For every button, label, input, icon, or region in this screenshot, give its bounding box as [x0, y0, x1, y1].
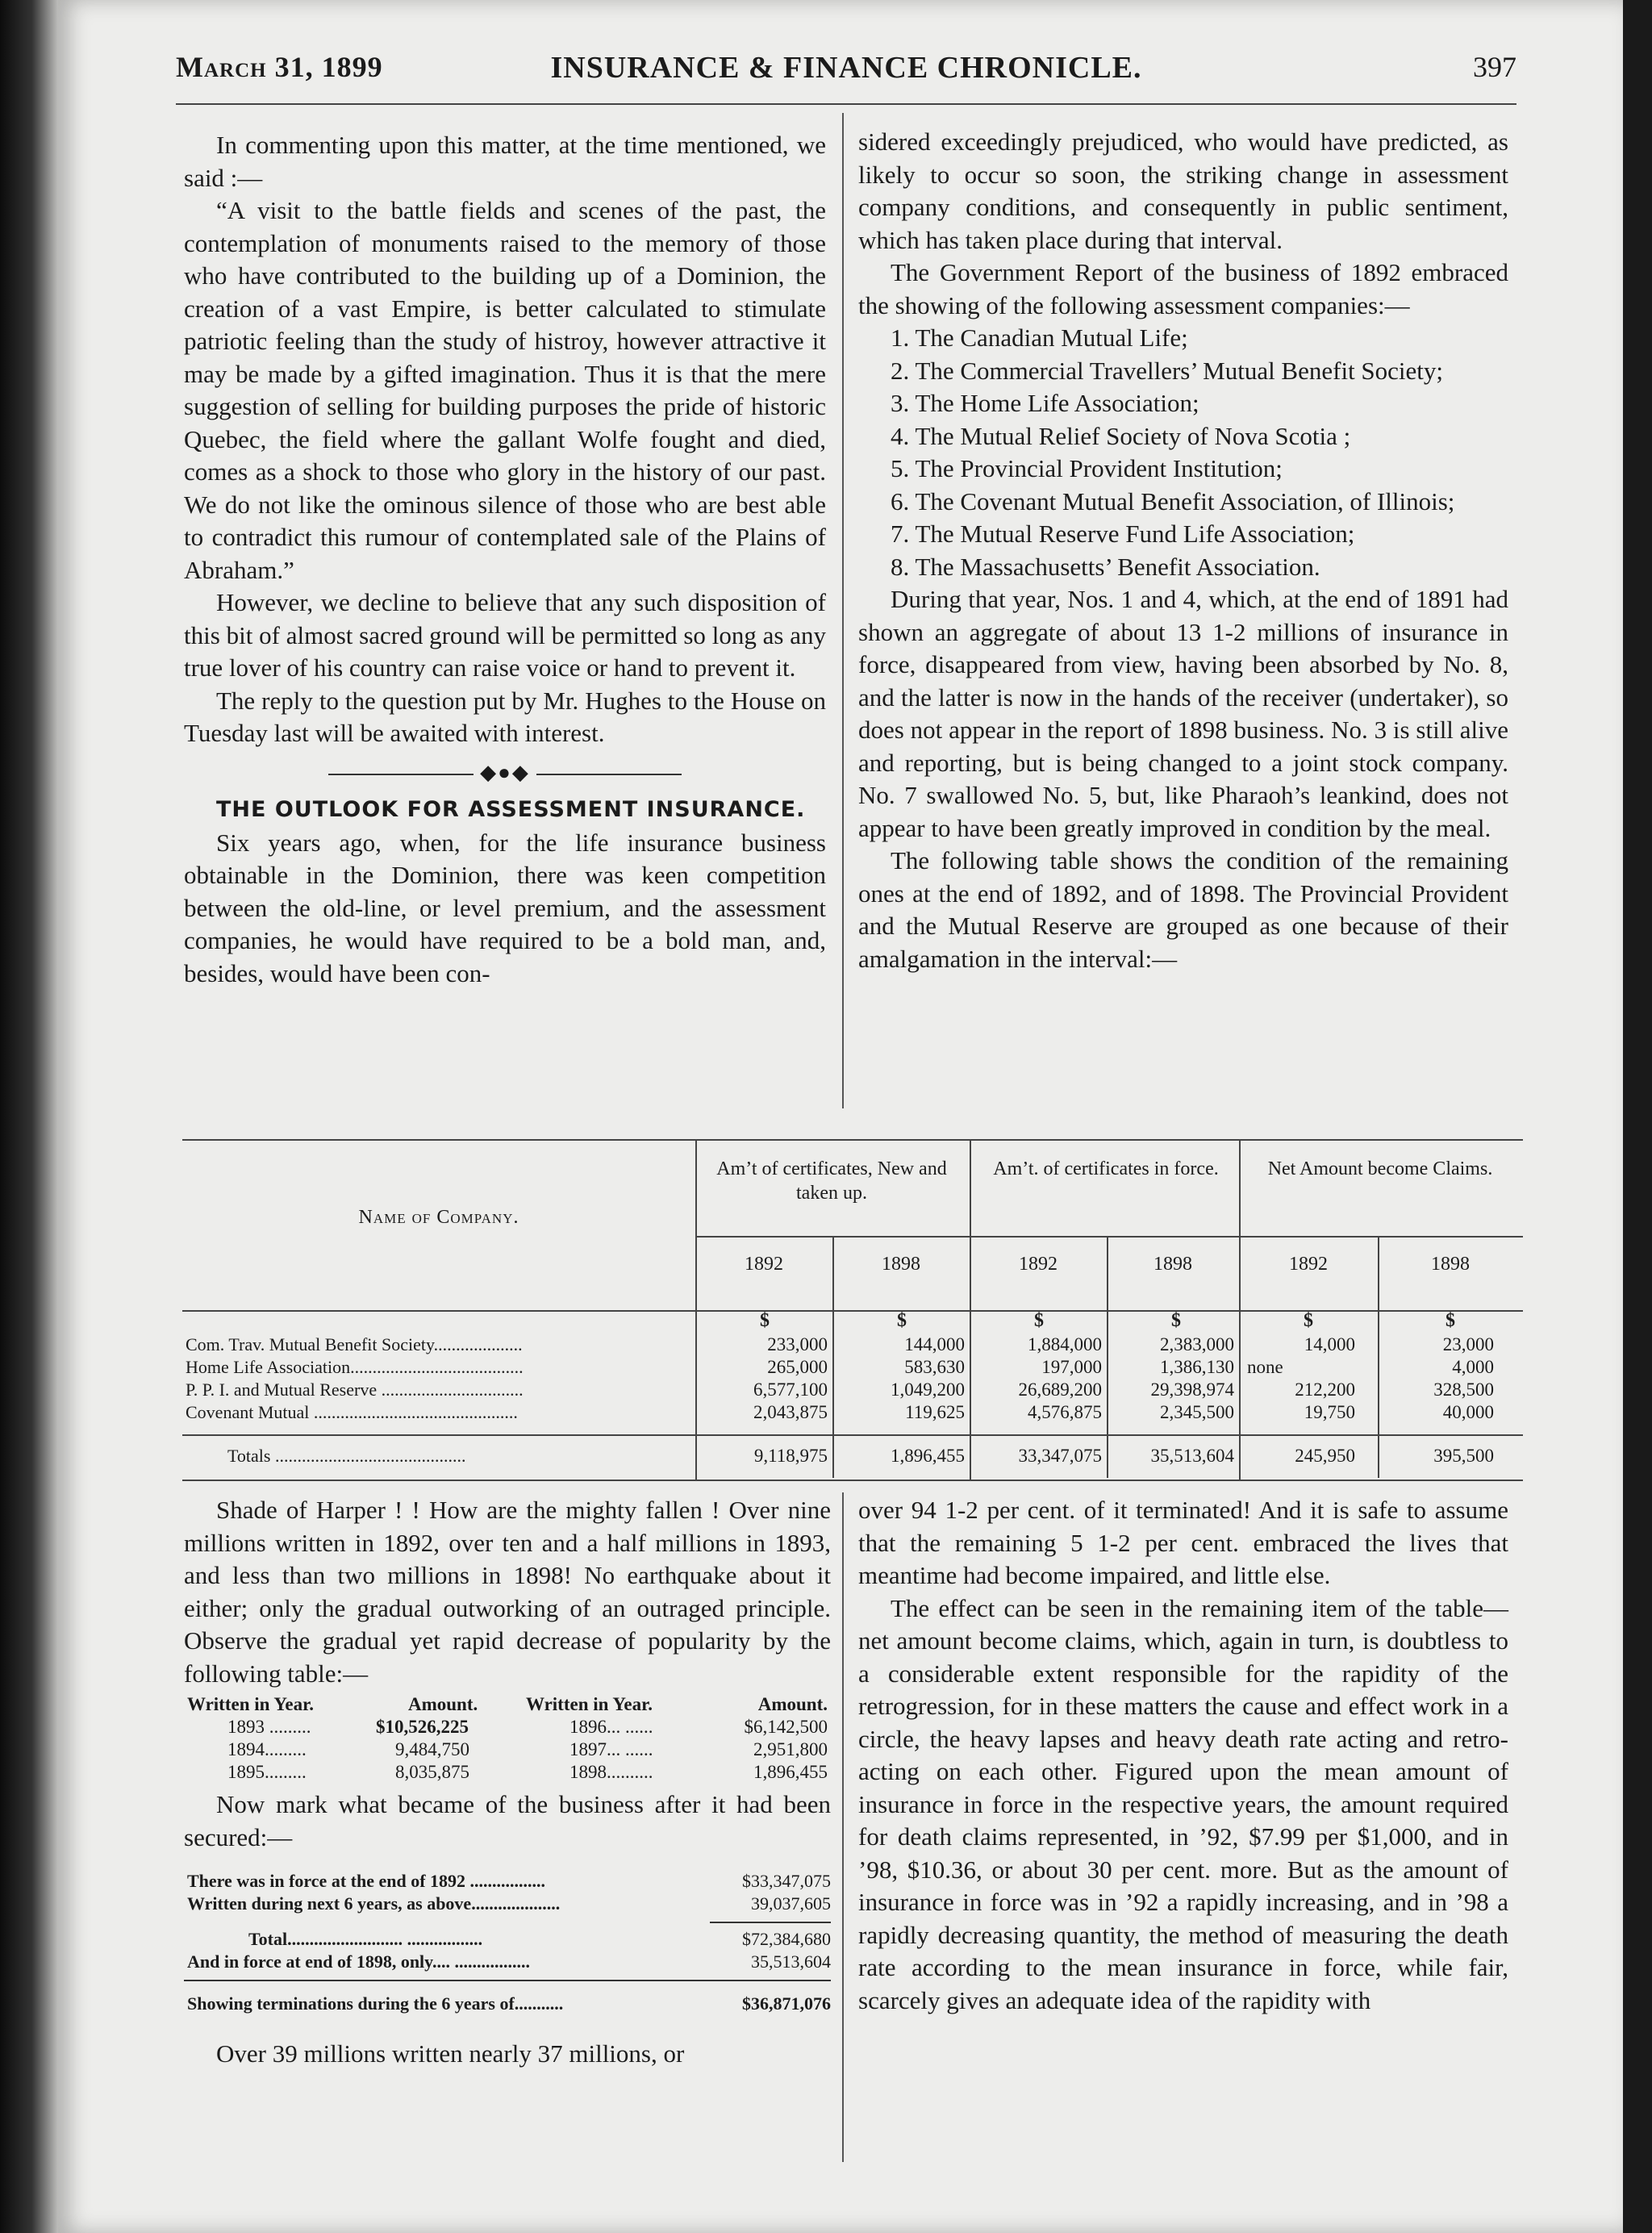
- paragraph: The reply to the question put by Mr. Hughes to the House on Tuesday last will be awaited with interest.: [184, 686, 826, 747]
- year-cell: 1893 .........: [227, 1717, 311, 1737]
- currency-sign: $: [1304, 1310, 1313, 1331]
- table-cell: 144,000: [904, 1334, 965, 1354]
- table-cell: 4,000: [1452, 1357, 1494, 1377]
- table-cell: 2,383,000: [1160, 1334, 1234, 1354]
- table-cell: 583,630: [904, 1357, 965, 1377]
- column-header: Written in Year.: [187, 1694, 314, 1714]
- paragraph: over 94 1-2 per cent. of it terminated! And it is safe to assume that the remaining 5 1-2 per cent. embraced the lives that meantime had become impaired, and little else.: [858, 1496, 1508, 1589]
- table-cell: 197,000: [1041, 1357, 1102, 1377]
- header-rule: [176, 103, 1516, 105]
- table-cell: 29,398,974: [1150, 1379, 1234, 1400]
- totals-cell: 33,347,075: [1018, 1446, 1102, 1466]
- issue-date: March 31, 1899: [176, 51, 383, 83]
- year-cell: 1894.........: [227, 1739, 307, 1759]
- paragraph: During that year, Nos. 1 and 4, which, at the end of 1891 had shown an aggregate of about 13 1-2 millions of insurance in force, disappeared from view, having been absorbed by No. 8, and the latter is now in the hands of the receiver (undertaker), so does not appear in the report of 1898 business. No. 3 is still alive and reporting, but is being changed to a joint stock company. No. 7 swallowed No. 5, but, like Pharaoh’s leankind, does not appear to have been greatly improved in condition by the meal.: [858, 585, 1508, 842]
- table-cell: 6,577,100: [753, 1379, 828, 1400]
- section-title: THE OUTLOOK FOR ASSESSMENT INSURANCE.: [216, 797, 806, 822]
- column-header: Amount.: [408, 1694, 478, 1714]
- summary-label: And in force at end of 1898, only.... .................: [187, 1951, 530, 1972]
- column-2: [858, 126, 1508, 975]
- publication-title: INSURANCE & FINANCE CHRONICLE.: [550, 51, 1142, 85]
- paragraph: Now mark what became of the business after it had been secured:—: [184, 1790, 831, 1851]
- paragraph: In commenting upon this matter, at the time mentioned, we said :—: [184, 131, 826, 192]
- paragraph: Six years ago, when, for the life insurance business obtainable in the Dominion, there was keen competition between the old-line, or level premium, and the assessment companies, he would have required to be a bold man, and, besides, would have been con-: [184, 828, 826, 987]
- quote-paragraph: “A visit to the battle fields and scenes of the past, the contemplation of monuments raised to the memory of those who have contributed to the building up of a Dominion, the creation of a vast Empire, is better calculated to stimulate patriotic feeling than the study of histroy, however attractive it may be made by a gifted imagination. Thus it is that the mere suggestion of selling for building purposes the pride of historic Quebec, the field where the gallant Wolfe fought and died, comes as a shock to those who glory in the history of our past. We do not like the ominous silence of those who are best able to contradict this rumour of contemplated sale of the Plains of Abraham.”: [184, 196, 826, 584]
- table-cell: 119,625: [905, 1402, 965, 1422]
- table-cell: 40,000: [1442, 1402, 1494, 1422]
- year-cell: 1898..........: [569, 1762, 653, 1782]
- list-item: 1. The Canadian Mutual Life;: [891, 323, 1188, 352]
- paragraph: However, we decline to believe that any such disposition of this bit of almost sacred ground will be permitted so long as any true lover of his country can raise voice or hand to prevent it.: [184, 588, 826, 682]
- column-header: Amount.: [757, 1694, 828, 1714]
- company-list: [858, 322, 1508, 583]
- list-item: 4. The Mutual Relief Society of Nova Scotia ;: [891, 421, 1351, 450]
- paragraph: The following table shows the condition of the remaining ones at the end of 1892, and of 1898. The Provincial Provident and the Mutual Reserve are grouped as one because of their amalgamation in the interval:—: [858, 846, 1508, 973]
- group-header-in-force: Am’t. of certificates in force.: [993, 1158, 1219, 1179]
- table-cell: 2,345,500: [1160, 1402, 1234, 1422]
- year-header: 1898: [882, 1254, 920, 1275]
- ornament-divider: ◆●◆: [184, 757, 826, 790]
- paragraph: Shade of Harper ! ! How are the mighty fallen ! Over nine millions written in 1892, over ten and a half millions in 1893, and less than two millions in 1898! No earthquake about it either; only the gradual outworking of an outraged principle. Observe the gradual yet rapid decrease of popularity by the following table:—: [184, 1496, 831, 1688]
- table-cell: 212,200: [1295, 1379, 1355, 1400]
- amount-cell: 1,896,455: [753, 1762, 828, 1782]
- column-4: [858, 1494, 1508, 2017]
- company-name: Home Life Association.......................................: [186, 1357, 524, 1377]
- name-of-company-header: Name of Company.: [358, 1207, 519, 1228]
- table-cell: 2,043,875: [753, 1402, 828, 1422]
- year-header: 1892: [745, 1254, 783, 1275]
- book-spine: [0, 0, 58, 2233]
- summary-label: Total.......................... .................: [248, 1929, 483, 1949]
- totals-cell: 245,950: [1295, 1446, 1355, 1466]
- company-name: Com. Trav. Mutual Benefit Society....................: [186, 1334, 523, 1354]
- table-cell: 19,750: [1304, 1402, 1355, 1422]
- sum-rule: [710, 1922, 831, 1923]
- company-name: P. P. I. and Mutual Reserve ................................: [186, 1379, 524, 1400]
- currency-sign: $: [1446, 1310, 1455, 1331]
- year-cell: 1897... ......: [569, 1739, 653, 1759]
- year-header: 1898: [1153, 1254, 1192, 1275]
- table-cell: 1,049,200: [891, 1379, 965, 1400]
- year-header: 1892: [1019, 1254, 1058, 1275]
- year-cell: 1895.........: [227, 1762, 307, 1782]
- list-item: 2. The Commercial Travellers’ Mutual Benefit Society;: [891, 356, 1444, 385]
- paragraph: Over 39 millions written nearly 37 millions, or: [216, 2039, 685, 2068]
- list-item: 7. The Mutual Reserve Fund Life Association;: [891, 520, 1355, 548]
- paragraph: The effect can be seen in the remaining item of the table—net amount become claims, which, again in turn, is doubtless to a considerable extent responsible for the rapidity of the retrogression, for in these matters the cause and effect work in a circle, the heavy lapses and heavy death rate acting and retro-acting on each other. Figured upon the mean amount of insurance in force in the respective years, the amount required for death claims represented, in ’92, $7.99 per $1,000, and in ’98, $10.36, or about 30 per cent. more. But as the amount of insurance in force was in ’92 a rapidly increasing, and in ’98 a rapidly decreasing quantity, the method of measuring the death rate according to the mean insurance in force, while fair, scarcely gives an adequate idea of the rapidity with: [858, 1593, 1508, 2014]
- terminations-summary: [184, 1857, 831, 2035]
- summary-value: $36,871,076: [742, 1993, 831, 2014]
- list-item: 8. The Massachusetts’ Benefit Association.: [891, 552, 1320, 581]
- page-number: 397: [1473, 51, 1516, 83]
- year-header: 1898: [1431, 1254, 1470, 1275]
- table-cell: 265,000: [767, 1357, 828, 1377]
- currency-sign: $: [897, 1310, 907, 1331]
- totals-cell: 395,500: [1433, 1446, 1494, 1466]
- summary-value: 39,037,605: [751, 1893, 831, 1914]
- table-cell: 4,576,875: [1028, 1402, 1102, 1422]
- list-item: 3. The Home Life Association;: [891, 389, 1199, 417]
- currency-sign: $: [1034, 1310, 1044, 1331]
- currency-sign: $: [760, 1310, 770, 1331]
- company-name: Covenant Mutual ..............................................: [186, 1402, 518, 1422]
- year-cell: 1896... ......: [569, 1717, 653, 1737]
- group-header-new-certificates: Am’t of certificates, New and taken up.: [716, 1158, 947, 1204]
- amount-cell: $6,142,500: [744, 1717, 828, 1737]
- column-divider: [842, 113, 844, 1108]
- summary-value: 35,513,604: [751, 1951, 831, 1972]
- sum-rule: [184, 1980, 831, 1981]
- group-header-claims: Net Amount become Claims.: [1267, 1158, 1493, 1179]
- summary-label: Showing terminations during the 6 years of...........: [187, 1993, 564, 2014]
- amount-cell: $10,526,225: [376, 1717, 469, 1737]
- table-cell: none: [1247, 1357, 1283, 1377]
- summary-value: $72,384,680: [742, 1929, 831, 1949]
- table-cell: 23,000: [1442, 1334, 1494, 1354]
- table-cell: 1,386,130: [1160, 1357, 1234, 1377]
- amount-cell: 8,035,875: [395, 1762, 469, 1782]
- page-header: [176, 50, 1516, 92]
- totals-cell: 35,513,604: [1150, 1446, 1234, 1466]
- column-divider: [842, 1492, 844, 2162]
- list-item: 5. The Provincial Provident Institution;: [891, 454, 1283, 482]
- list-item: 6. The Covenant Mutual Benefit Association, of Illinois;: [891, 486, 1455, 515]
- paragraph: The Government Report of the business of 1892 embraced the showing of the following assessment companies:—: [858, 258, 1508, 319]
- column-3: [184, 1494, 831, 2071]
- column-header: Written in Year.: [526, 1694, 653, 1714]
- assessment-companies-table: [182, 1139, 1523, 1481]
- summary-label: Written during next 6 years, as above....................: [187, 1893, 561, 1914]
- table-cell: 14,000: [1304, 1334, 1355, 1354]
- table-cell: 328,500: [1433, 1379, 1494, 1400]
- amount-cell: 9,484,750: [395, 1739, 469, 1759]
- totals-label: Totals ...........................................: [227, 1446, 466, 1466]
- summary-label: There was in force at the end of 1892 .................: [187, 1871, 546, 1891]
- paragraph: sidered exceedingly prejudiced, who would have predicted, as likely to occur so soon, the striking change in assessment company conditions, and consequently in public sentiment, which has taken place during that interval.: [858, 127, 1508, 254]
- year-header: 1892: [1289, 1254, 1328, 1275]
- table-cell: 233,000: [767, 1334, 828, 1354]
- table-cell: 1,884,000: [1028, 1334, 1102, 1354]
- column-1: [184, 129, 826, 990]
- totals-cell: 1,896,455: [891, 1446, 965, 1466]
- currency-sign: $: [1171, 1310, 1181, 1331]
- summary-value: $33,347,075: [742, 1871, 831, 1891]
- written-by-year-table: [184, 1693, 831, 1784]
- totals-cell: 9,118,975: [753, 1446, 828, 1466]
- table-cell: 26,689,200: [1018, 1379, 1102, 1400]
- amount-cell: 2,951,800: [753, 1739, 828, 1759]
